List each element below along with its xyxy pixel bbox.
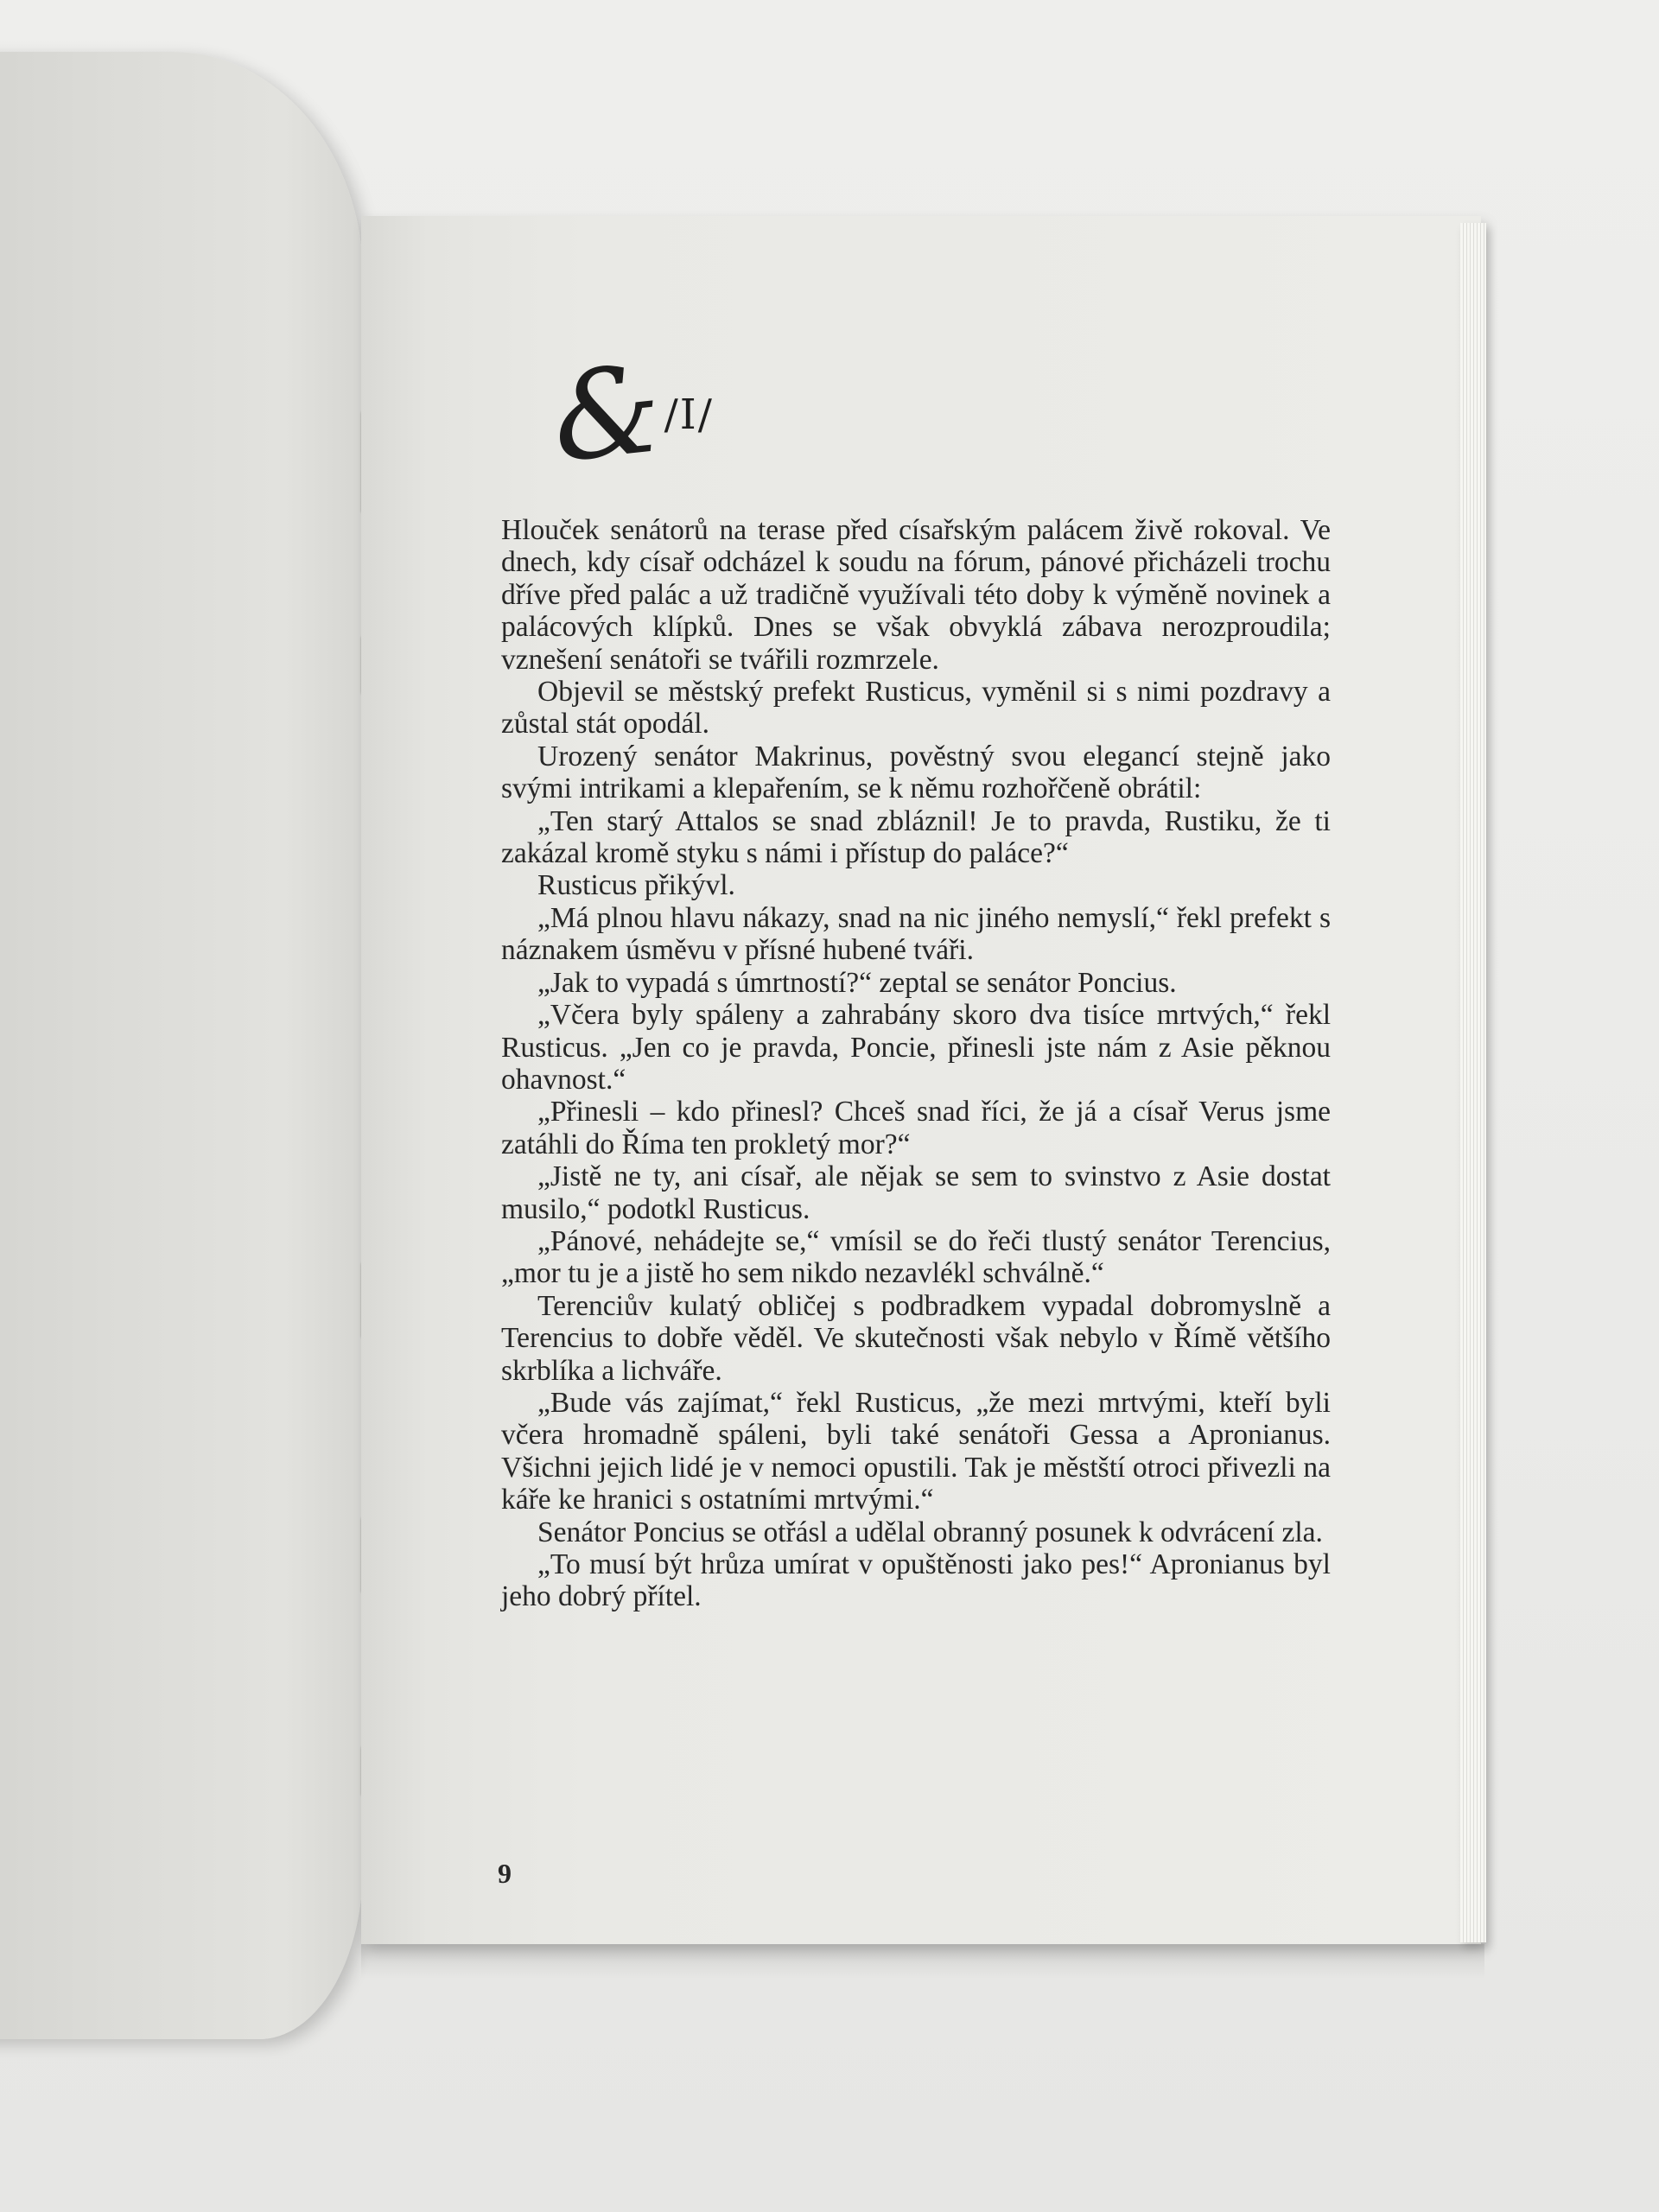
paragraph: „Pánové, nehádejte se,“ vmísil se do řeči tlustý senátor Terencius, „mor tu je a jistě ho sem nikdo nezavlékl schválně.“ bbox=[501, 1224, 1331, 1290]
paragraph: Objevil se městský prefekt Rusticus, vyměnil si s nimi pozdravy a zůstal stát opodál. bbox=[501, 676, 1331, 741]
page-edges bbox=[1460, 223, 1486, 1942]
left-page bbox=[0, 52, 363, 2039]
paragraph: „Ten starý Attalos se snad zbláznil! Je to pravda, Rustiku, že ti zakázal kromě styku s námi i přístup do paláce?“ bbox=[501, 804, 1331, 870]
paragraph: „Jistě ne ty, ani císař, ale nějak se sem to svinstvo z Asie dostat musilo,“ podotkl Rusticus. bbox=[501, 1160, 1331, 1225]
chapter-heading bbox=[545, 338, 714, 491]
paragraph: „Jak to vypadá s úmrtností?“ zeptal se senátor Poncius. bbox=[537, 966, 1177, 999]
paragraph: „Má plnou hlavu nákazy, snad na nic jiného nemyslí,“ řekl prefekt s náznakem úsměvu v přísné hubené tváři. bbox=[501, 901, 1331, 967]
paragraph: „To musí být hrůza umírat v opuštěnosti jako pes!“ Apronianus byl jeho dobrý přítel. bbox=[501, 1548, 1331, 1613]
page-number: 9 bbox=[498, 1858, 512, 1889]
paragraph: Senátor Poncius se otřásl a udělal obranný posunek k odvrácení zla. bbox=[537, 1516, 1323, 1548]
chapter-number: /I/ bbox=[664, 391, 714, 439]
paragraph: „Včera byly spáleny a zahrabány skoro dva tisíce mrtvých,“ řekl Rusticus. „Jen co je pravda, Poncie, přinesli jste nám z Asie pěknou ohavnost.“ bbox=[501, 999, 1331, 1096]
paragraph: Terenciův kulatý obličej s podbradkem vypadal dobromyslně a Terencius to dobře věděl. Ve skutečnosti však nebylo v Římě většího skrblíka a lichváře. bbox=[501, 1289, 1331, 1387]
paragraph: Rusticus přikývl. bbox=[537, 869, 735, 902]
book-shadow bbox=[361, 1944, 1484, 1979]
paragraph: „Bude vás zajímat,“ řekl Rusticus, „že mezi mrtvými, kteří byli včera hromadně spáleni, byli také senátoři Gessa a Apronianus. Všichni jejich lidé je v nemoci opustili. Tak je městští otroci přivezli na káře ke hranici s ostatními mrtvými.“ bbox=[501, 1386, 1331, 1516]
chapter-ornament: & bbox=[545, 338, 668, 491]
paragraph: Urozený senátor Makrinus, pověstný svou elegancí stejně jako svými intrikami a klepařením, se k němu rozhořčeně obrátil: bbox=[501, 740, 1331, 805]
paragraph: Hlouček senátorů na terase před císařským palácem živě rokoval. Ve dnech, kdy císař odcházel k soudu na fórum, pánové přicházeli trochu dříve před palác a už tradičně využívali této doby k výměně novinek a palácových klípků. Dnes se však obvyklá zábava nerozproudila; vznešení senátoři se tvářili rozmrzele. bbox=[501, 514, 1331, 676]
paragraph: „Přinesli – kdo přinesl? Chceš snad říci, že já a císař Verus jsme zatáhli do Říma ten prokletý mor?“ bbox=[501, 1096, 1331, 1160]
body-text bbox=[501, 514, 1331, 1613]
